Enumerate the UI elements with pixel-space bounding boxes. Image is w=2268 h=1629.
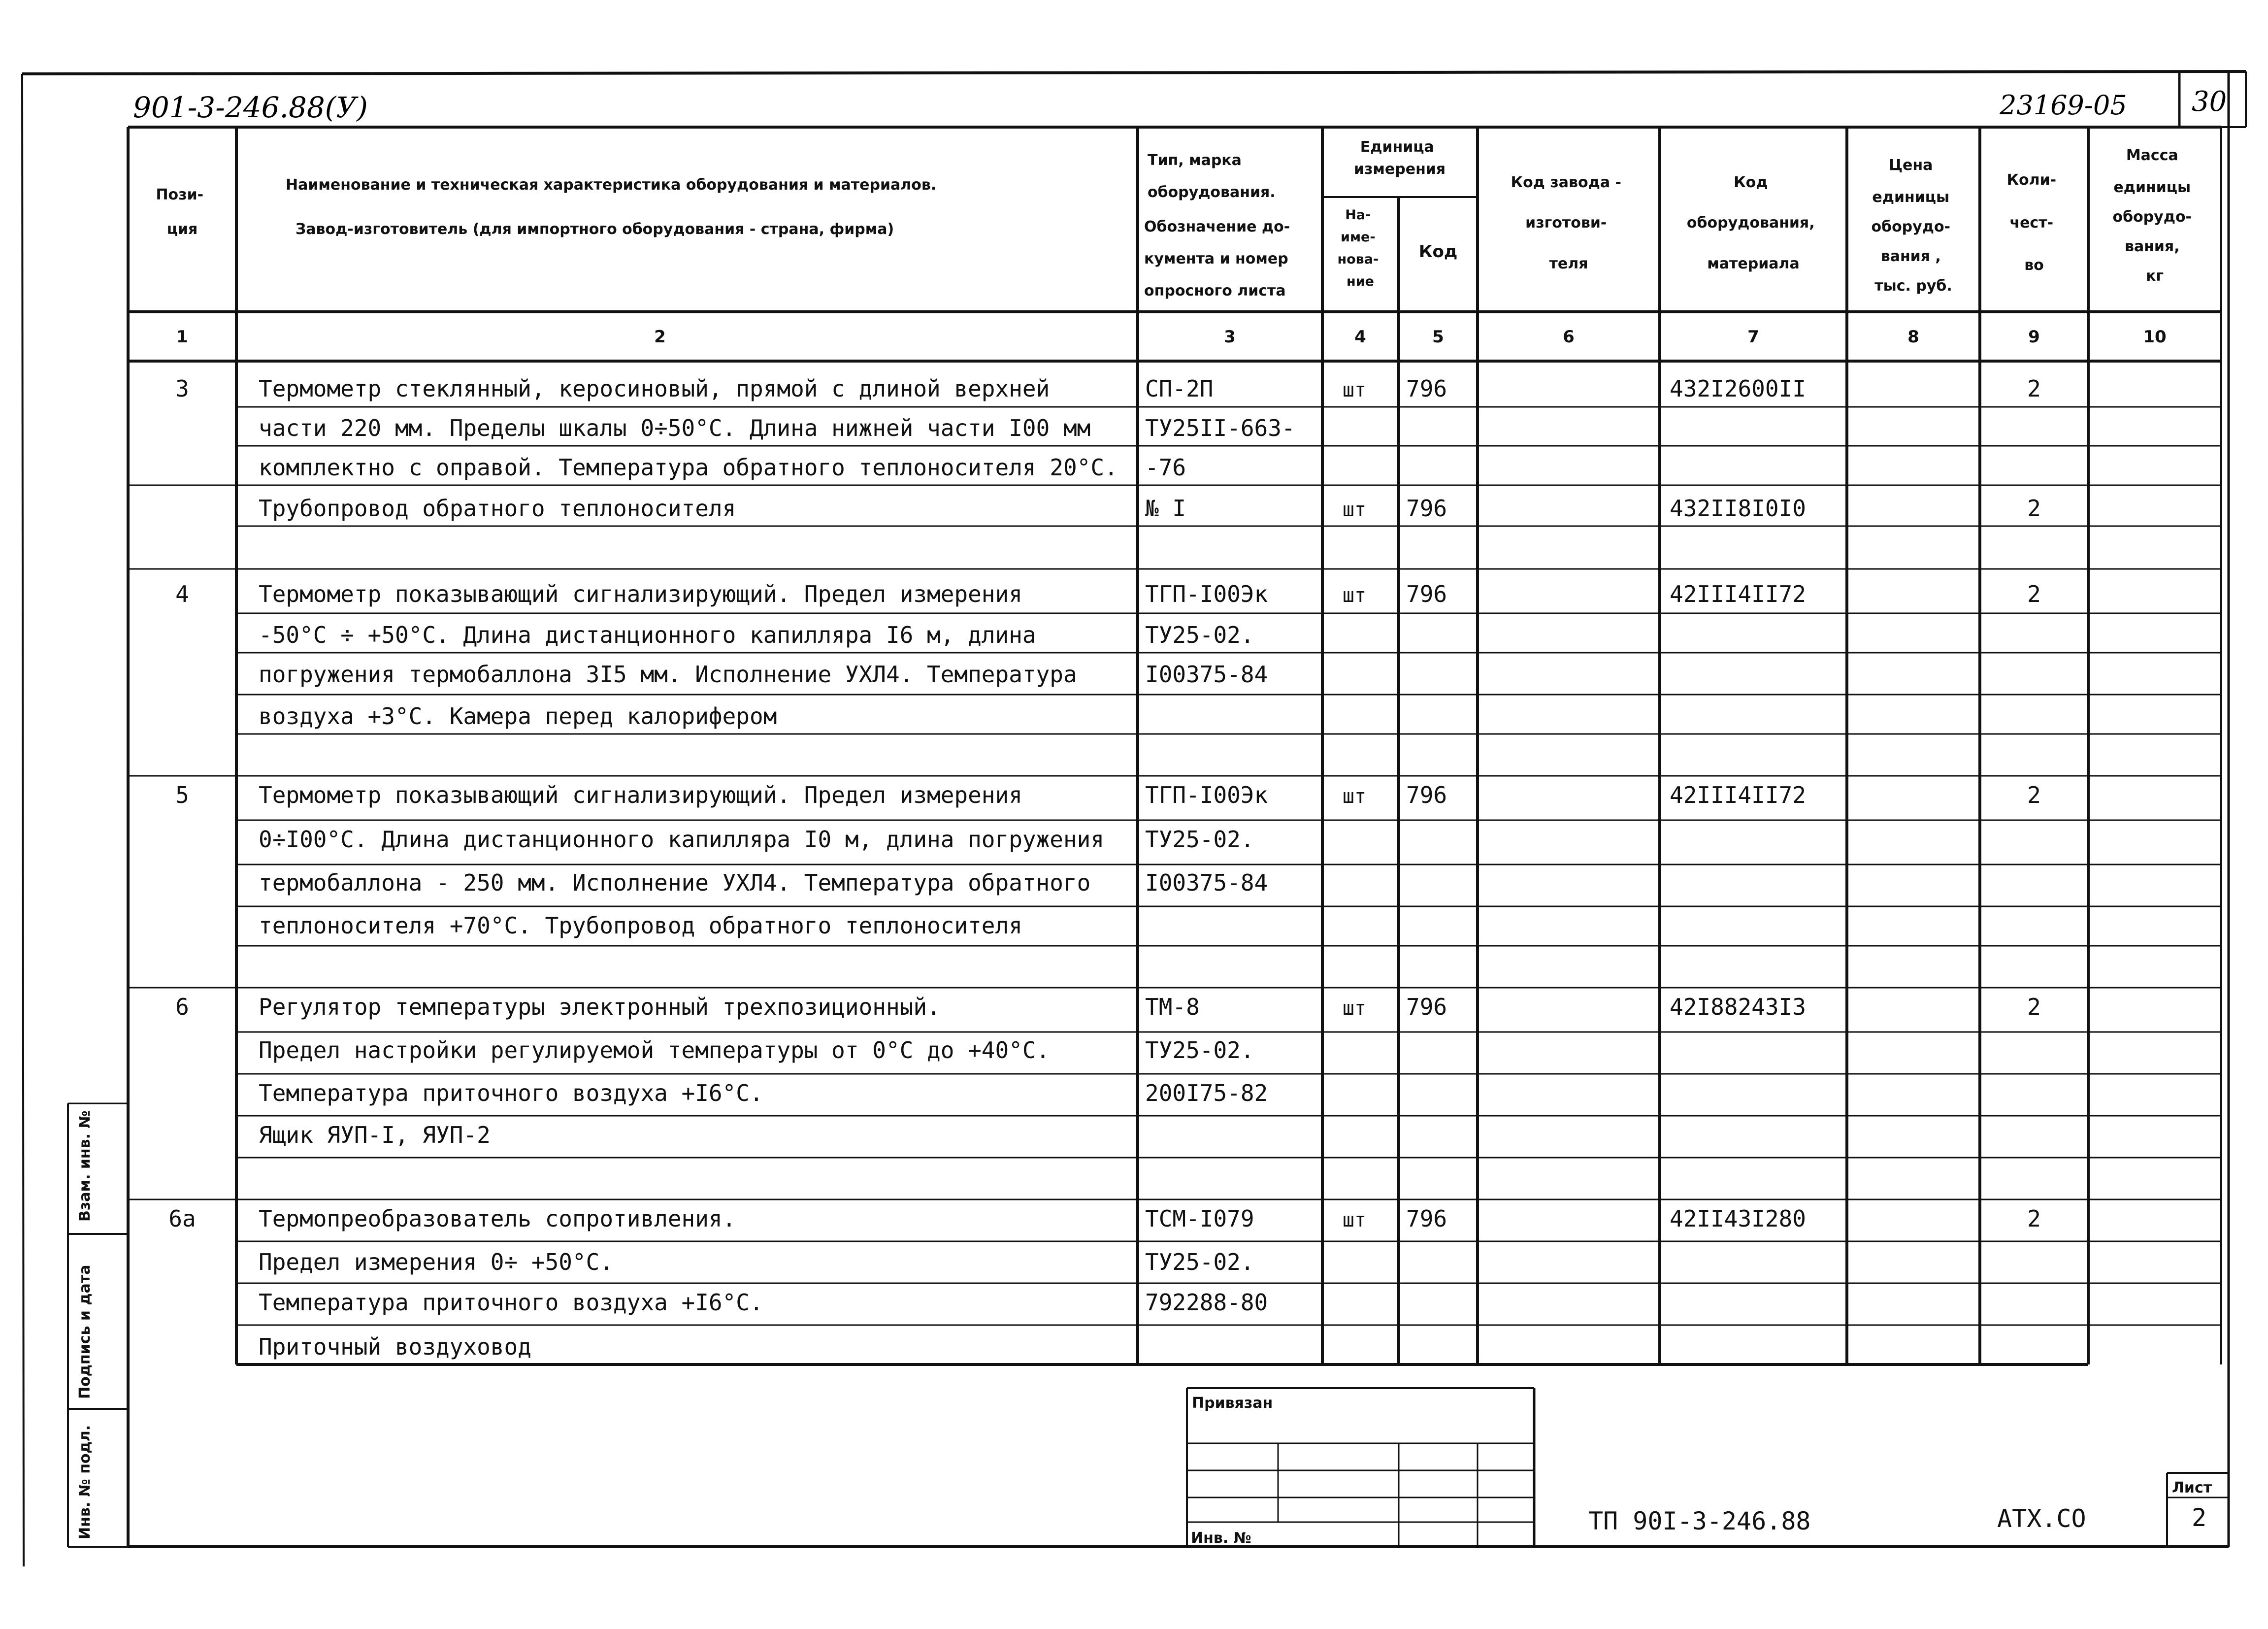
header-col3-line4: кумента и номер [1144,250,1288,267]
row-type: ТГП-I00Эк [1145,782,1268,808]
table-row [259,622,1254,648]
row-name: термобаллона - 250 мм. Исполнение УХЛ4. Температура обратного [259,869,1091,896]
row-type: 200I75-82 [1145,1080,1268,1106]
row-unit: шт [1342,379,1367,401]
row-type: ТСМ-I079 [1145,1205,1254,1232]
row-quantity: 2 [2027,994,2041,1020]
row-name: Регулятор температуры электронный трехпозиционный. [259,994,941,1020]
svg-text:На- име- нова- [1337,207,1383,289]
table-row [259,703,777,730]
table-row [175,581,2041,607]
header-col9-line1: Коли- [2006,171,2057,189]
header-col8-line4: вания , [1880,248,1941,265]
header-col7-line2: оборудования, [1686,214,1815,232]
row-name: теплоносителя +70°С. Трубопровод обратного теплоносителя [259,912,1022,939]
header-col8-line2: единицы [1872,189,1950,206]
row-type: ТГП-I00Эк [1145,581,1268,607]
vzam-inv-label: Взам. инв. № [76,1110,94,1222]
header-col2-line2: Завод-изготовитель (для импортного оборудования - страна, фирма) [296,221,894,238]
row-unit: шт [1342,584,1367,607]
header-col2-line1: Наименование и техническая характеристика оборудования и материалов. [286,176,937,194]
row-name: Термопреобразователь сопротивления. [259,1205,736,1232]
row-name: Предел измерения 0÷ +50°С. [259,1249,614,1275]
row-quantity: 2 [2027,495,2041,522]
table-row [259,454,1186,481]
row-equipment-code: 42III4II72 [1670,782,1806,808]
header-col5: Код [1418,242,1458,262]
row-unit: шт [1342,997,1367,1020]
sheet-number: 2 [2191,1503,2207,1532]
table-row [175,375,2041,402]
table-row [259,869,1268,896]
svg-text:Единица измерения [1354,138,1446,178]
signature-date-label: Подпись и дата [76,1264,94,1399]
svg-text:Масса единицы обор [2113,147,2197,285]
row-type: 792288-80 [1145,1289,1268,1316]
sheet-label: Лист [2172,1479,2212,1496]
row-name: Трубопровод обратного теплоносителя [259,495,736,522]
row-type: ТУ25II-663- [1145,415,1295,441]
header-col10-line2: единицы [2113,179,2191,196]
header-col9-line2: чест- [2009,214,2054,232]
table-row [259,1122,491,1148]
row-equipment-code: 42I88243I3 [1670,994,1806,1020]
header-col3-line5: опросного листа [1144,282,1286,299]
header-col8-line5: тыс. руб. [1874,277,1952,295]
header-col6-line1: Код завода - [1511,174,1621,191]
header-col8-line3: оборудо- [1871,218,1951,235]
doc-code: АТХ.СО [1997,1504,2086,1533]
row-name: погружения термобаллона 3I5 мм. Исполнение УХЛ4. Температура [259,661,1077,688]
row-equipment-code: 432II8I0I0 [1670,495,1806,522]
row-name: Термометр стеклянный, керосиновый, прямой с длиной верхней [259,375,1050,402]
table-row [175,782,2041,808]
header-col3-line3: Обозначение до- [1144,218,1290,235]
margin-stamp [68,1103,128,1547]
row-unit: шт [1342,1209,1367,1231]
row-unit-code: 796 [1406,375,1447,402]
row-name: воздуха +3°С. Камера перед калорифером [259,703,777,730]
table-row [259,1333,531,1360]
row-name: части 220 мм. Пределы шкалы 0÷50°С. Длина нижней части I00 мм [259,415,1091,441]
column-number: 8 [1907,327,1919,347]
inv-podl-label: Инв. № подл. [76,1425,94,1539]
table-row [168,1205,2041,1232]
row-unit: шт [1342,785,1367,808]
row-name: Температура приточного воздуха +I6°С. [259,1080,763,1106]
frame-top-line [22,71,2246,74]
handwritten-code-right: 23169-05 [2000,90,2127,121]
row-name: Температура приточного воздуха +I6°С. [259,1289,763,1316]
table-row [259,661,1268,688]
row-name: -50°С ÷ +50°С. Длина дистанционного капилляра I6 м, длина [259,622,1036,648]
header-col7-line3: материала [1707,255,1800,272]
header-col6-line2: изготови- [1525,214,1607,232]
row-unit-code: 796 [1406,782,1447,808]
row-type: ТУ25-02. [1145,826,1254,853]
row-position: 5 [175,782,189,808]
row-quantity: 2 [2027,1205,2041,1232]
table-row [259,1289,1268,1316]
header-unit-line2: измерения [1353,161,1446,178]
header-col4-line3: нова- [1337,252,1379,267]
row-quantity: 2 [2027,782,2041,808]
table-row [175,994,2041,1020]
row-type: ТУ25-02. [1145,1249,1254,1275]
row-type: -76 [1145,454,1186,481]
frame-left-line [22,74,24,1566]
header-col4-line2: име- [1341,230,1376,245]
row-quantity: 2 [2027,581,2041,607]
column-number: 5 [1432,327,1444,347]
row-name: Приточный воздуховод [259,1333,531,1360]
table-row [259,495,2041,522]
row-position: 6а [168,1205,196,1232]
row-name: Термометр показывающий сигнализирующий. Предел измерения [259,782,1022,808]
column-number: 1 [176,327,188,347]
row-type: № I [1145,495,1186,522]
header-col8-line1: Цена [1889,157,1933,174]
header-unit-line1: Единица [1360,138,1434,156]
column-number: 2 [654,327,666,347]
inv-no-label: Инв. № [1191,1529,1251,1547]
header-col3-line1: Тип, марка [1148,152,1242,169]
row-equipment-code: 42II43I280 [1670,1205,1806,1232]
header-col7-line1: Код [1734,174,1768,191]
header-col10-line4: вания, [2124,238,2180,255]
table-row [259,1037,1254,1064]
row-type: I00375-84 [1145,661,1268,688]
row-unit-code: 796 [1406,994,1447,1020]
column-number: 6 [1563,327,1575,347]
svg-text:Код оборудования, [1687,174,1820,272]
row-type: ТУ25-02. [1145,622,1254,648]
column-number: 3 [1224,327,1236,347]
table-row [259,826,1254,853]
row-name: 0÷I00°С. Длина дистанционного капилляра I0 м, длина погружения [259,826,1105,853]
row-type: СП-2П [1145,375,1214,402]
header-col4-line1: На- [1345,207,1371,223]
column-number: 10 [2143,327,2167,347]
row-unit-code: 796 [1406,1205,1447,1232]
table-row [259,1249,1254,1275]
header-col10-line1: Масса [2126,147,2178,164]
header-col1-line2: ция [166,221,198,238]
row-unit-code: 796 [1406,581,1447,607]
row-name: Термометр показывающий сигнализирующий. Предел измерения [259,581,1022,607]
row-unit-code: 796 [1406,495,1447,522]
page-number: 30 [2192,86,2227,118]
title-block [1187,1388,2229,1547]
header-col1-line1: Пози- [156,186,204,203]
column-number-row [176,327,2167,347]
row-name: комплектно с оправой. Температура обратного теплоносителя 20°С. [259,454,1118,481]
table-header [156,138,2197,299]
privyazan-label: Привязан [1192,1395,1273,1412]
svg-text:Тип, марка оборудо [1144,152,1295,299]
svg-text:Код завода - изготови- [1511,174,1627,272]
row-name: Ящик ЯУП-I, ЯУП-2 [259,1122,491,1148]
table-row [259,1080,1268,1106]
row-type: ТУ25-02. [1145,1037,1254,1064]
row-quantity: 2 [2027,375,2041,402]
svg-text:Коли- чест- во [2006,171,2061,274]
header-col9-line3: во [2024,257,2044,274]
table-row [259,415,1295,441]
header-col4-line4: ние [1347,274,1374,289]
row-position: 3 [175,375,189,402]
svg-text:Пози- ция [156,186,208,238]
header-col10-line3: оборудо- [2112,208,2192,226]
row-unit: шт [1342,499,1367,521]
row-name: Предел настройки регулируемой температуры от 0°С до +40°С. [259,1037,1050,1064]
row-position: 6 [175,994,189,1020]
svg-text:Цена единицы обору [1872,157,1956,295]
column-number: 9 [2028,327,2040,347]
row-equipment-code: 42III4II72 [1670,581,1806,607]
header-col10-line5: кг [2145,267,2164,285]
row-position: 4 [175,581,189,607]
row-equipment-code: 432I2600II [1670,375,1806,402]
header-col6-line3: теля [1549,255,1588,272]
row-type: I00375-84 [1145,869,1268,896]
header-col3-line2: оборудования. [1148,184,1276,201]
handwritten-code-left: 901-3-246.88(У) [133,91,368,124]
table-row [259,912,1022,939]
column-number: 4 [1354,327,1366,347]
table-body [168,375,2041,1360]
designation: ТП 90I-3-246.88 [1588,1507,1811,1535]
column-number: 7 [1747,327,1759,347]
row-type: ТМ-8 [1145,994,1200,1020]
svg-text:Наименование и техническая хар [286,176,942,238]
